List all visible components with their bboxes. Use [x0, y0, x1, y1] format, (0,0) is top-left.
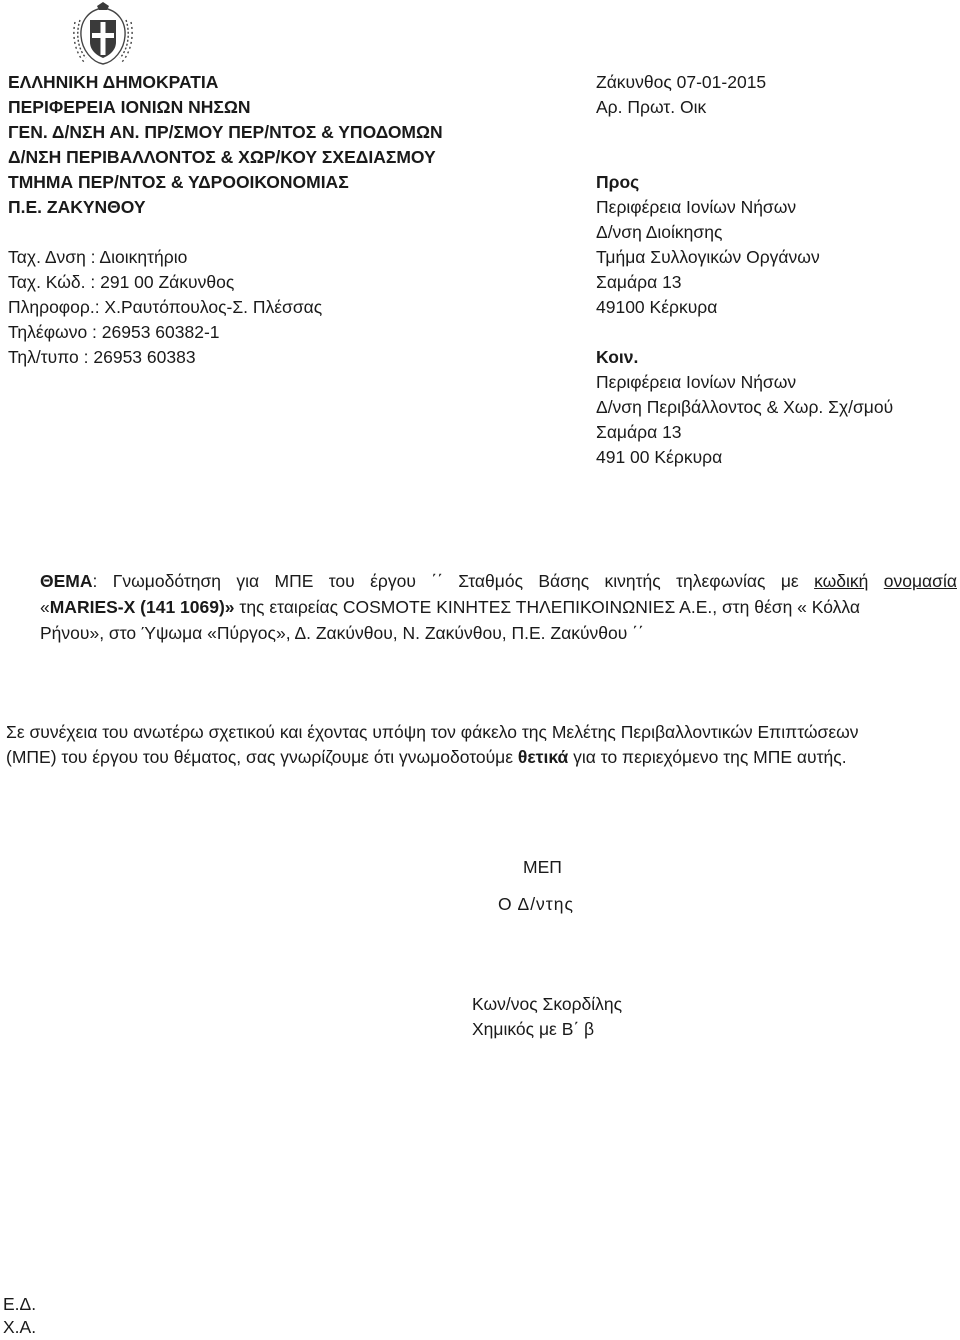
subject-word: Σταθμός — [458, 571, 524, 591]
subject-block — [40, 568, 957, 646]
subject-word: ΄΄ — [431, 571, 443, 591]
recipient-line: Δ/νση Διοίκησης — [596, 222, 723, 242]
signature-role: Ο Δ/ντης — [498, 894, 574, 914]
subject-word: με — [780, 571, 799, 591]
subject-site-name: MARIES-X (141 1069)» — [49, 597, 235, 617]
subject-word: Γνωμοδότηση — [112, 571, 222, 591]
subject-word: έργου — [370, 571, 416, 591]
subject-word: ΜΠΕ — [274, 571, 314, 591]
sender-line-2: ΠΕΡΙΦΕΡΕΙΑ ΙΟΝΙΩΝ ΝΗΣΩΝ — [8, 97, 251, 117]
sender-postal-code: Ταχ. Κώδ. : 291 00 Ζάκυνθος — [8, 272, 235, 292]
subject-word: Βάσης — [538, 571, 590, 591]
subject-label: ΘΕΜΑ — [40, 571, 93, 591]
greek-coat-of-arms-icon — [72, 2, 134, 68]
subject-line-1: ΘΕΜΑ: Γνωμοδότηση για ΜΠΕ του έργου ΄΄ Σταθμός Βάσης κινητής τηλεφωνίας με κωδική ονομασία — [40, 568, 957, 594]
sender-address: Ταχ. Δνση : Διοικητήριο — [8, 247, 188, 267]
body-line-1: Σε συνέχεια του ανωτέρω σχετικού και έχοντας υπόψη τον φάκελο της Μελέτης Περιβαλλοντικών Επιπτώσεων — [6, 722, 859, 742]
sender-phone: Τηλέφωνο : 26953 60382-1 — [8, 322, 220, 342]
recipient-line: Σαμάρα 13 — [596, 272, 682, 292]
copy-heading: Κοιν. — [596, 347, 639, 367]
subject-word: του — [328, 571, 355, 591]
body-line-2-end: για το περιεχόμενο της ΜΠΕ αυτής. — [568, 747, 847, 767]
subject-word: κινητής — [604, 571, 661, 591]
subject-word-underlined: κωδική — [814, 571, 869, 591]
recipient-line: 49100 Κέρκυρα — [596, 297, 718, 317]
protocol-number: Αρ. Πρωτ. Οικ — [596, 97, 707, 117]
body-line-2-start: (ΜΠΕ) του έργου του θέματος, σας γνωρίζουμε ότι γνωμοδοτούμε — [6, 747, 518, 767]
recipient-line: Περιφέρεια Ιονίων Νήσων — [596, 197, 797, 217]
copy-line: Σαμάρα 13 — [596, 422, 682, 442]
recipient-heading: Προς — [596, 172, 640, 192]
document-date: Ζάκυνθος 07-01-2015 — [596, 72, 767, 92]
body-positive-opinion: θετικά — [517, 747, 569, 767]
sender-line-4: Δ/ΝΣΗ ΠΕΡΙΒΑΛΛΟΝΤΟΣ & ΧΩΡ/ΚΟΥ ΣΧΕΔΙΑΣΜΟΥ — [8, 147, 436, 167]
sender-line-3: ΓΕΝ. Δ/ΝΣΗ ΑΝ. ΠΡ/ΣΜΟΥ ΠΕΡ/ΝΤΟΣ & ΥΠΟΔΟΜΩΝ — [8, 122, 443, 142]
subject-word: τηλεφωνίας — [676, 571, 766, 591]
subject-name-quote: « — [40, 597, 50, 617]
sender-line-1: ΕΛΛΗΝΙΚΗ ΔΗΜΟΚΡΑΤΙΑ — [8, 72, 219, 92]
subject-word-underlined: ονομασία — [883, 571, 957, 591]
signatory-name: Κων/νος Σκορδίλης — [472, 994, 623, 1014]
signature-department: ΜΕΠ — [523, 857, 562, 877]
sender-line-6: Π.Ε. ΖΑΚΥΝΘΟΥ — [8, 197, 146, 217]
footer-initials-1: Ε.Δ. — [3, 1294, 37, 1314]
sender-info-contact: Πληροφορ.: Χ.Ραυτόπουλος-Σ. Πλέσσας — [8, 297, 323, 317]
footer-initials-2: Χ.Α. — [3, 1317, 37, 1337]
subject-line-2-text: της εταιρείας COSMOTE ΚΙΝΗΤΕΣ ΤΗΛΕΠΙΚΟΙΝΩΝΙΕΣ Α.Ε., στη θέση « Κόλλα — [234, 597, 860, 617]
copy-line: Περιφέρεια Ιονίων Νήσων — [596, 372, 797, 392]
subject-word: για — [236, 571, 260, 591]
subject-line-3: Ρήνου», στο Ύψωμα «Πύργος», Δ. Ζακύνθου, Ν. Ζακύνθου, Π.Ε. Ζακύνθου ΄΄ — [40, 623, 644, 643]
recipient-line: Τμήμα Συλλογικών Οργάνων — [596, 247, 820, 267]
copy-line: 491 00 Κέρκυρα — [596, 447, 723, 467]
subject-line-2 — [40, 594, 957, 620]
sender-line-5: ΤΜΗΜΑ ΠΕΡ/ΝΤΟΣ & ΥΔΡΟΟΙΚΟΝΟΜΙΑΣ — [8, 172, 349, 192]
signatory-title: Χημικός με Β΄ β — [472, 1019, 595, 1039]
sender-fax: Τηλ/τυπο : 26953 60383 — [8, 347, 196, 367]
copy-line: Δ/νση Περιβάλλοντος & Χωρ. Σχ/σμού — [596, 397, 894, 417]
body-line-2 — [6, 745, 847, 770]
